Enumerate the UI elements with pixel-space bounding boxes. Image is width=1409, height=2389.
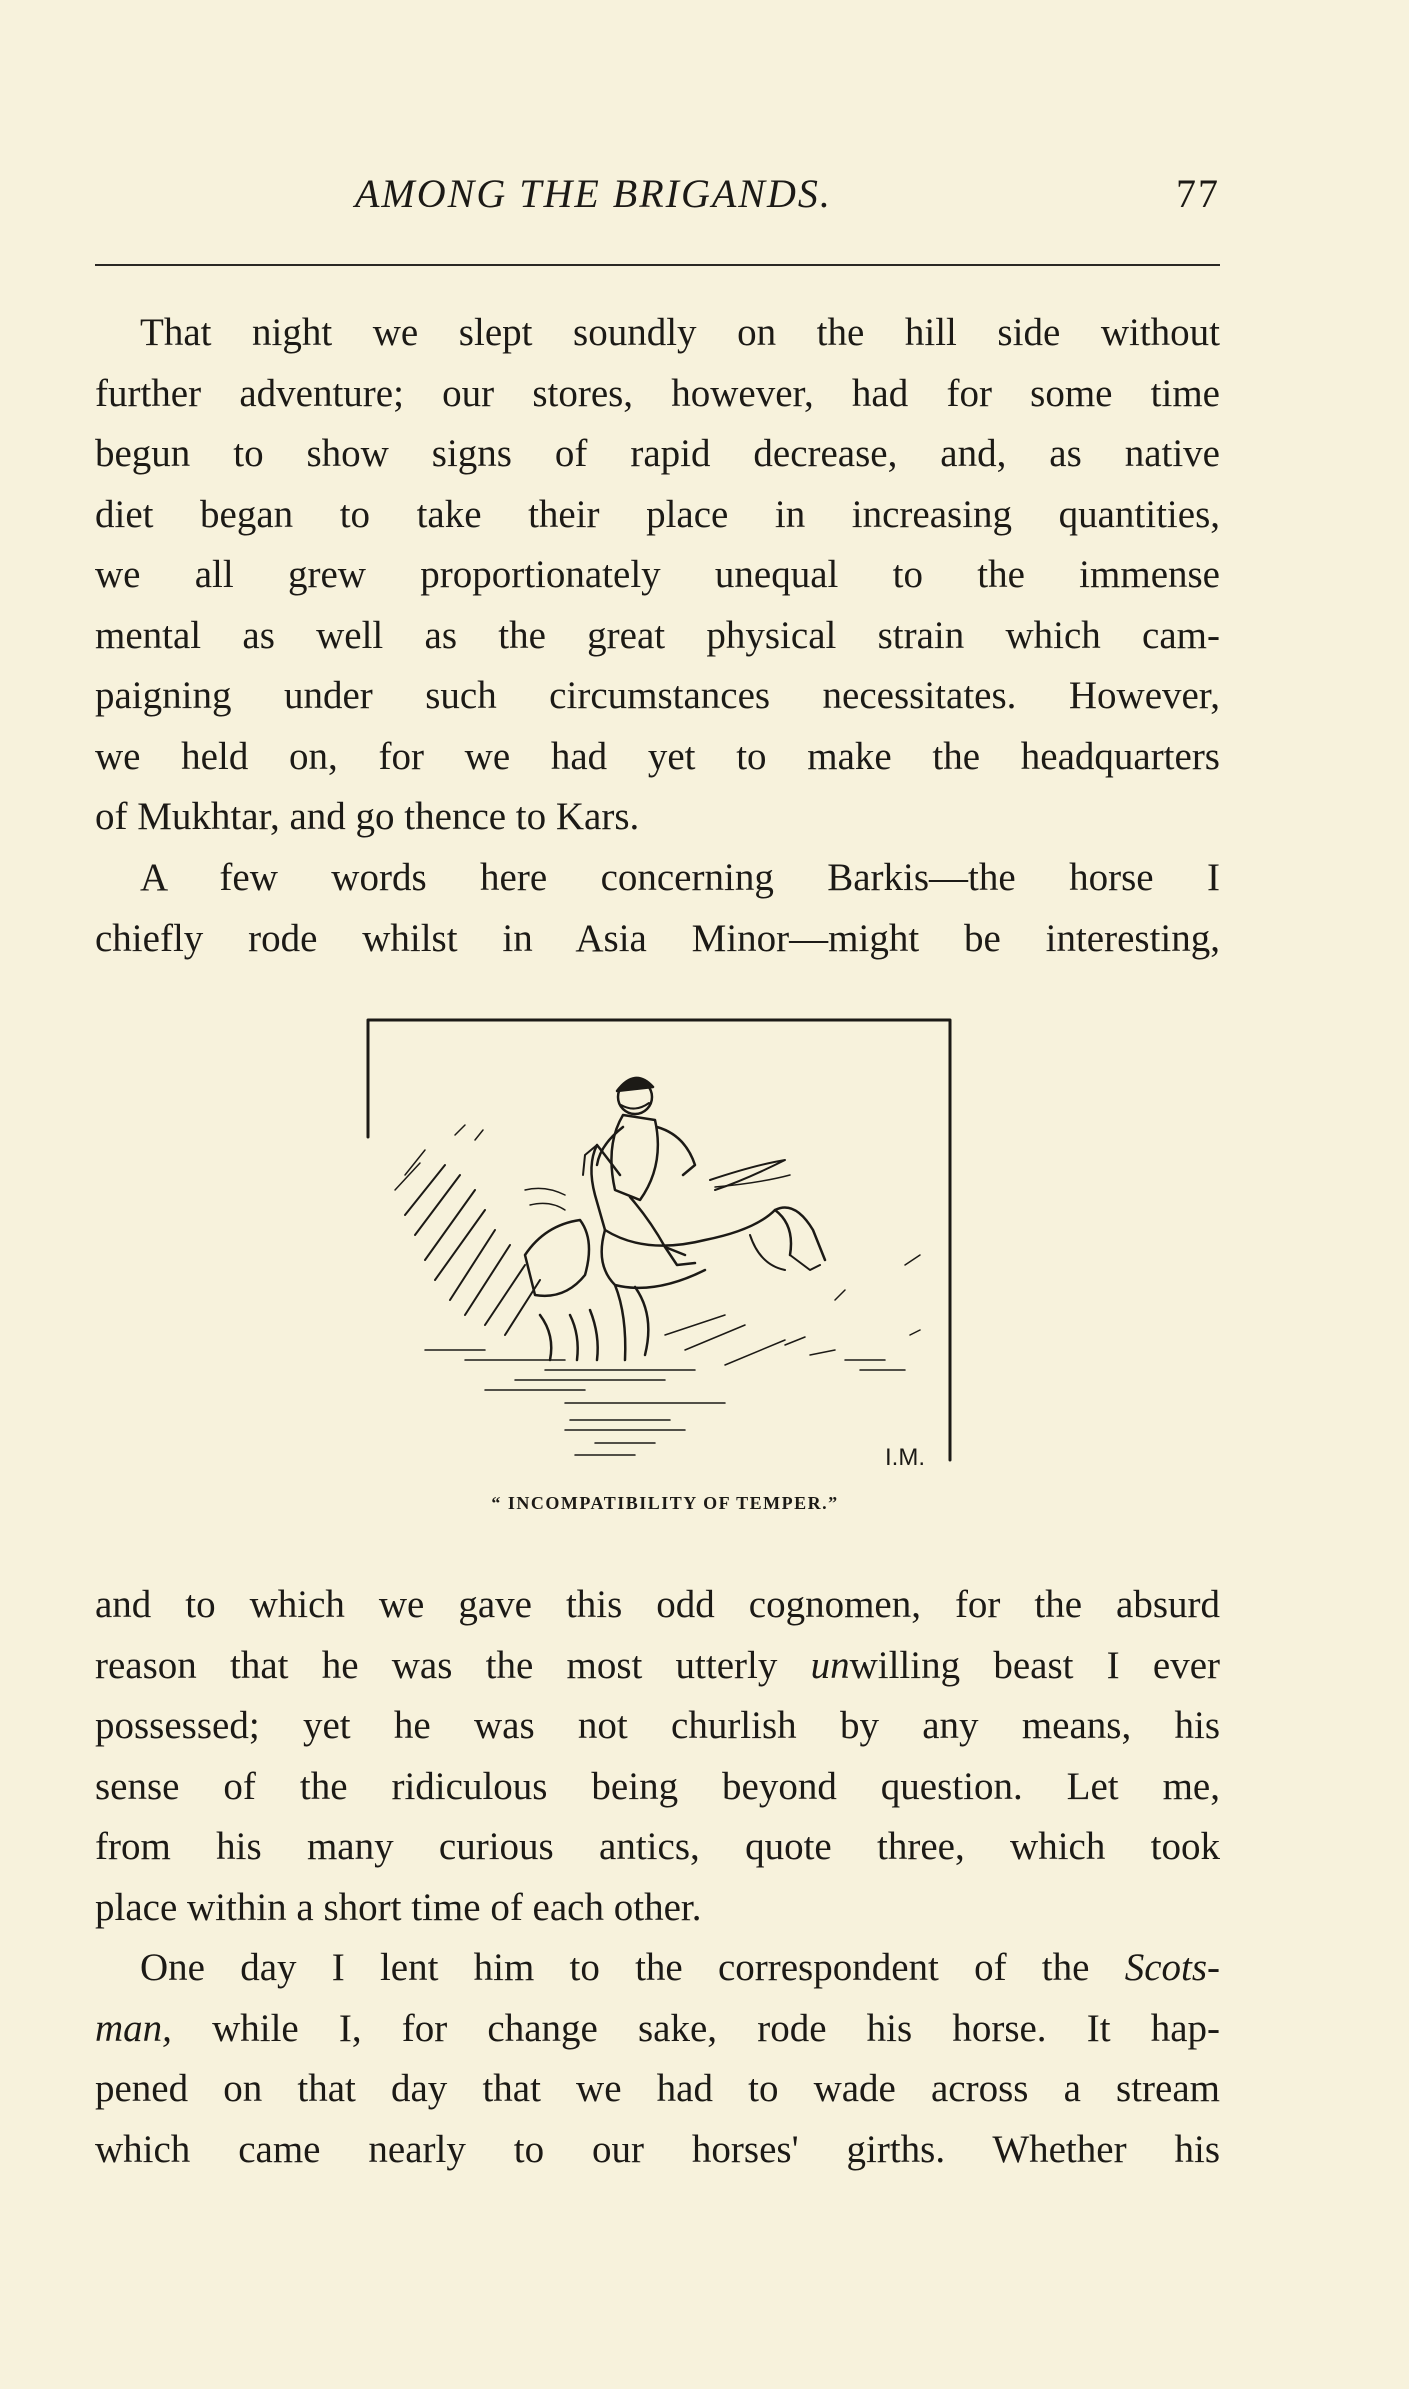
paragraph-line: mental as well as the great physical strain which cam-: [95, 613, 1220, 657]
paragraph-line: and to which we gave this odd cognomen, for the absurd: [95, 1583, 1220, 1626]
paragraph-line: we held on, for we had yet to make the headquarters: [95, 734, 1220, 778]
paragraph-line: which came nearly to our horses' girths. Whether his: [95, 2127, 1220, 2171]
emphasis-scotsman-cont: man,: [95, 2006, 172, 2050]
paragraph-line: That night we slept soundly on the hill side without: [140, 311, 1220, 354]
paragraph-line: [95, 1938, 1220, 1999]
paragraph-2: [95, 848, 1220, 969]
page-number: 77: [1176, 171, 1220, 216]
paragraph-line: sense of the ridiculous being beyond question. Let me,: [95, 1764, 1220, 1808]
paragraph-line: we all grew proportionately unequal to the immense: [95, 553, 1220, 596]
paragraph-line: further adventure; our stores, however, had for some time: [95, 371, 1220, 415]
paragraph-line-part: willing beast I ever: [849, 1643, 1220, 1687]
header-rule: [95, 264, 1220, 266]
emphasis-un: un: [810, 1643, 850, 1687]
paragraph-line: A few words here concerning Barkis—the horse I: [140, 856, 1220, 899]
paragraph-line: possessed; yet he was not churlish by any means, his: [95, 1704, 1220, 1747]
paragraph-line: [95, 1636, 1220, 1697]
illustrator-signature: I.M.: [885, 1444, 925, 1471]
paragraph-line-part: while I, for change sake, rode his horse. It hap-: [171, 2006, 1220, 2050]
paragraph-line: [95, 1999, 1220, 2060]
paragraph-4: [95, 1938, 1220, 2180]
running-head: [95, 170, 1220, 220]
paragraph-line: from his many curious antics, quote three, which took: [95, 1825, 1220, 1868]
paragraph-line: diet began to take their place in increasing quantities,: [95, 492, 1220, 536]
paragraph-line-part: One day I lent him to the correspondent of the: [140, 1946, 1125, 1989]
paragraph-line: place within a short time of each other.: [95, 1885, 702, 1929]
paragraph-line: pened on that day that we had to wade across a stream: [95, 2067, 1220, 2110]
paragraph-line: paigning under such circumstances necessitates. However,: [95, 674, 1220, 717]
emphasis-scotsman: Scots-: [1124, 1946, 1220, 1989]
paragraph-line: chiefly rode whilst in Asia Minor—might be interesting,: [95, 916, 1220, 960]
illustration-caption: “ INCOMPATIBILITY OF TEMPER.”: [491, 1493, 839, 1513]
paragraph-3: [95, 1575, 1220, 1938]
illustration-horse-and-rider: [365, 1015, 965, 1475]
paragraph-1: [95, 303, 1220, 848]
running-title: AMONG THE BRIGANDS.: [355, 171, 832, 216]
paragraph-line-part: reason that he was the most utterly: [95, 1643, 811, 1687]
paragraph-line: begun to show signs of rapid decrease, and, as native: [95, 432, 1220, 475]
paragraph-line: of Mukhtar, and go thence to Kars.: [95, 795, 640, 838]
